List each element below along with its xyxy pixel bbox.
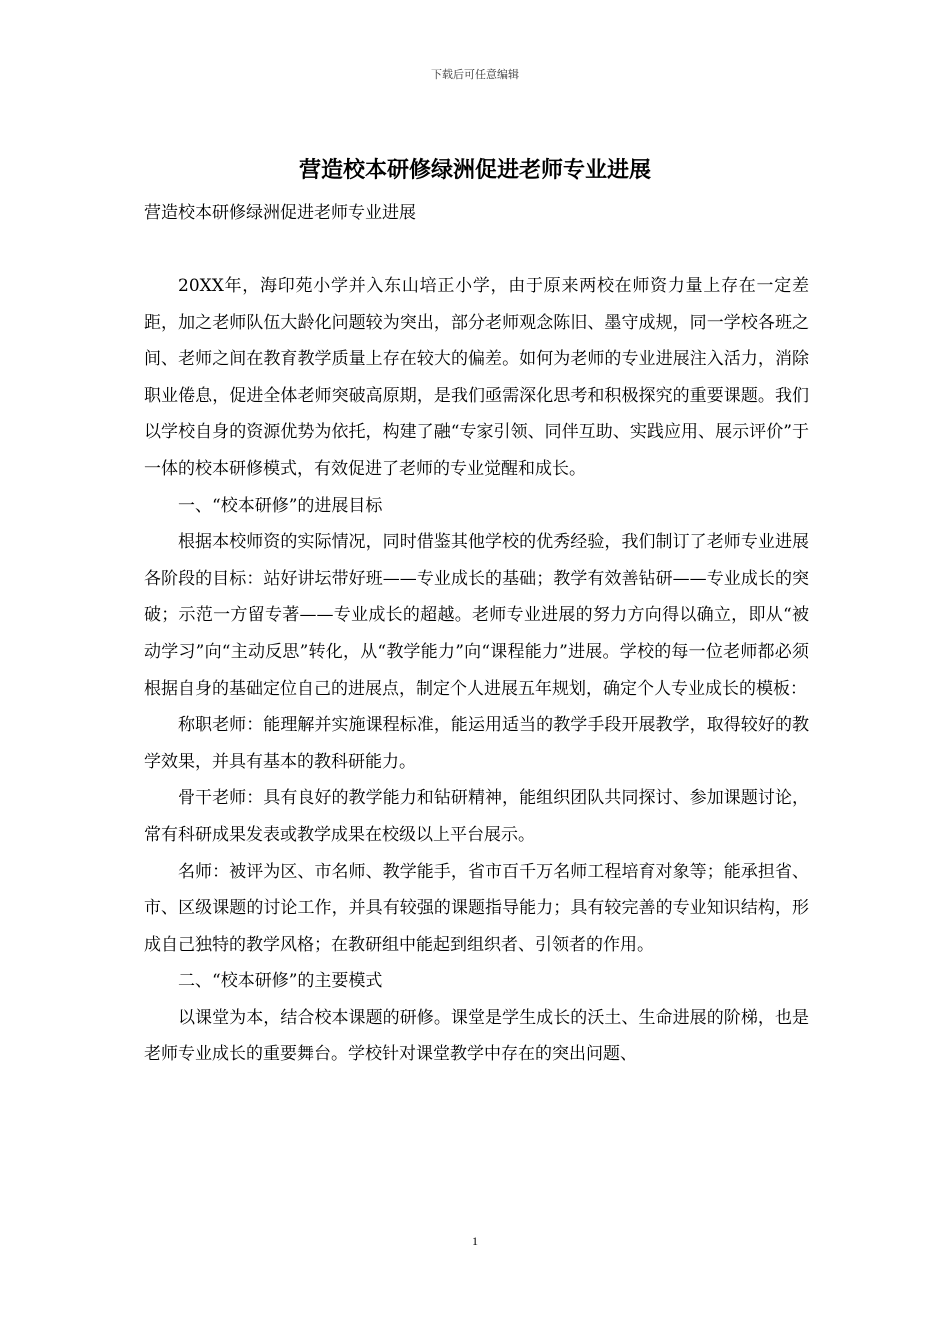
document-body: [144, 268, 809, 1073]
document-title: 营造校本研修绿洲促进老师专业进展: [298, 157, 651, 183]
page-number: 1: [472, 1234, 478, 1248]
page-header-note: 下载后可任意编辑: [431, 68, 519, 81]
paragraph-classroom: 以课堂为本，结合校本课题的研修。课堂是学生成长的沃土、生命进展的阶梯，也是老师专业成长的重要舞台。学校针对课堂教学中存在的突出问题、: [144, 1007, 809, 1065]
paragraph-key-teacher: 骨干老师：具有良好的教学能力和钻研精神，能组织团队共同探讨、参加课题讨论，常有科研成果发表或教学成果在校级以上平台展示。: [144, 788, 809, 845]
paragraph-famous-teacher: 名师：被评为区、市名师、教学能手，省市百千万名师工程培育对象等；能承担省、市、区级课题的讨论工作，并具有较强的课题指导能力；具有较完善的专业知识结构，形成自己独特的教学风格；在教研组中能起到组织者、引领者的作用。: [144, 861, 809, 955]
paragraph-competent-teacher: 称职老师：能理解并实施课程标准，能运用适当的教学手段开展教学，取得较好的教学效果，并具有基本的教科研能力。: [144, 715, 809, 772]
document-subtitle: 营造校本研修绿洲促进老师专业进展: [144, 203, 416, 223]
paragraph-goals: 根据本校师资的实际情况，同时借鉴其他学校的优秀经验，我们制订了老师专业进展各阶段的目标：站好讲坛带好班——专业成长的基础；教学有效善钻研——专业成长的突破；示范一方留专著——专业成长的超越。老师专业进展的努力方向得以确立，即从“被动学习”向“主动反思”转化，从“教学能力”向“课程能力”进展。学校的每一位老师都必须根据自身的基础定位自己的进展点，制定个人进展五年规划，确定个人专业成长的模板：: [144, 532, 809, 699]
section-heading-goals: 一、“校本研修”的进展目标: [178, 495, 383, 516]
paragraph-intro: 20XX年，海印苑小学并入东山培正小学，由于原来两校在师资力量上存在一定差距，加之老师队伍大龄化问题较为突出，部分老师观念陈旧、墨守成规，同一学校各班之间、老师之间在教育教学质量上存在较大的偏差。如何为老师的专业进展注入活力，消除职业倦息，促进全体老师突破高原期，是我们亟需深化思考和积极探究的重要课题。我们以学校自身的资源优势为依托，构建了融“专家引领、同伴互助、实践应用、展示评价”于一体的校本研修模式，有效促进了老师的专业觉醒和成长。: [144, 276, 809, 479]
section-heading-modes: 二、“校本研修”的主要模式: [178, 971, 383, 992]
